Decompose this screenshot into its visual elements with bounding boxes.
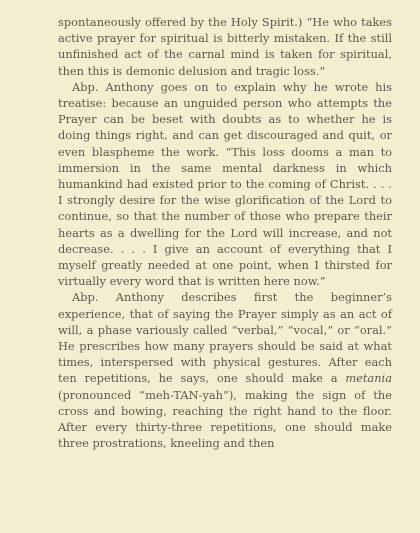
paragraph-text-part1: Abp. Anthony describes first the beginner’s experience, that of saying the Prayer simply as an act of will, a phase variously called “verbal,” “vocal,” or “oral.” He prescribes how many prayers should be said at what times, interspersed with physical gestures. After each ten repetitions, he says, one should make a (58, 290, 392, 386)
paragraph-text-part2: (pronounced “meh-TAN-yah”), making the sign of the cross and bowing, reaching the right hand to the floor. After every thirty-three repetitions, one should make three prostrations, kneeling and then (58, 387, 392, 451)
paragraph-continuation: spontaneously offered by the Holy Spirit.) “He who takes active prayer for spiritual is bitterly mistaken. If the still unfinished act of the carnal mind is taken for spiritual, then this is demonic delusion and tragic loss.” (58, 15, 392, 78)
emphasis-metania: metania (345, 371, 392, 386)
paragraph-beginner-experience (58, 289, 392, 451)
paragraph-treatise: Abp. Anthony goes on to explain why he wrote his treatise: because an unguided person who attempts the Prayer can be beset with doubts as to whether he is doing things right, and can get discouraged and quit, or even blaspheme the work. “This loss dooms a man to immersion in the same mental darkness in which humankind had existed prior to the coming of Christ. . . . I strongly desire for the wise glorification of the Lord to continue, so that the number of those who prepare their hearts as a dwelling for the Lord will increase, and not decrease. . . . I give an account of everything that I myself greatly needed at one point, when I thirsted for virtually every word that is written here now.” (58, 79, 392, 289)
document-page (58, 14, 392, 451)
